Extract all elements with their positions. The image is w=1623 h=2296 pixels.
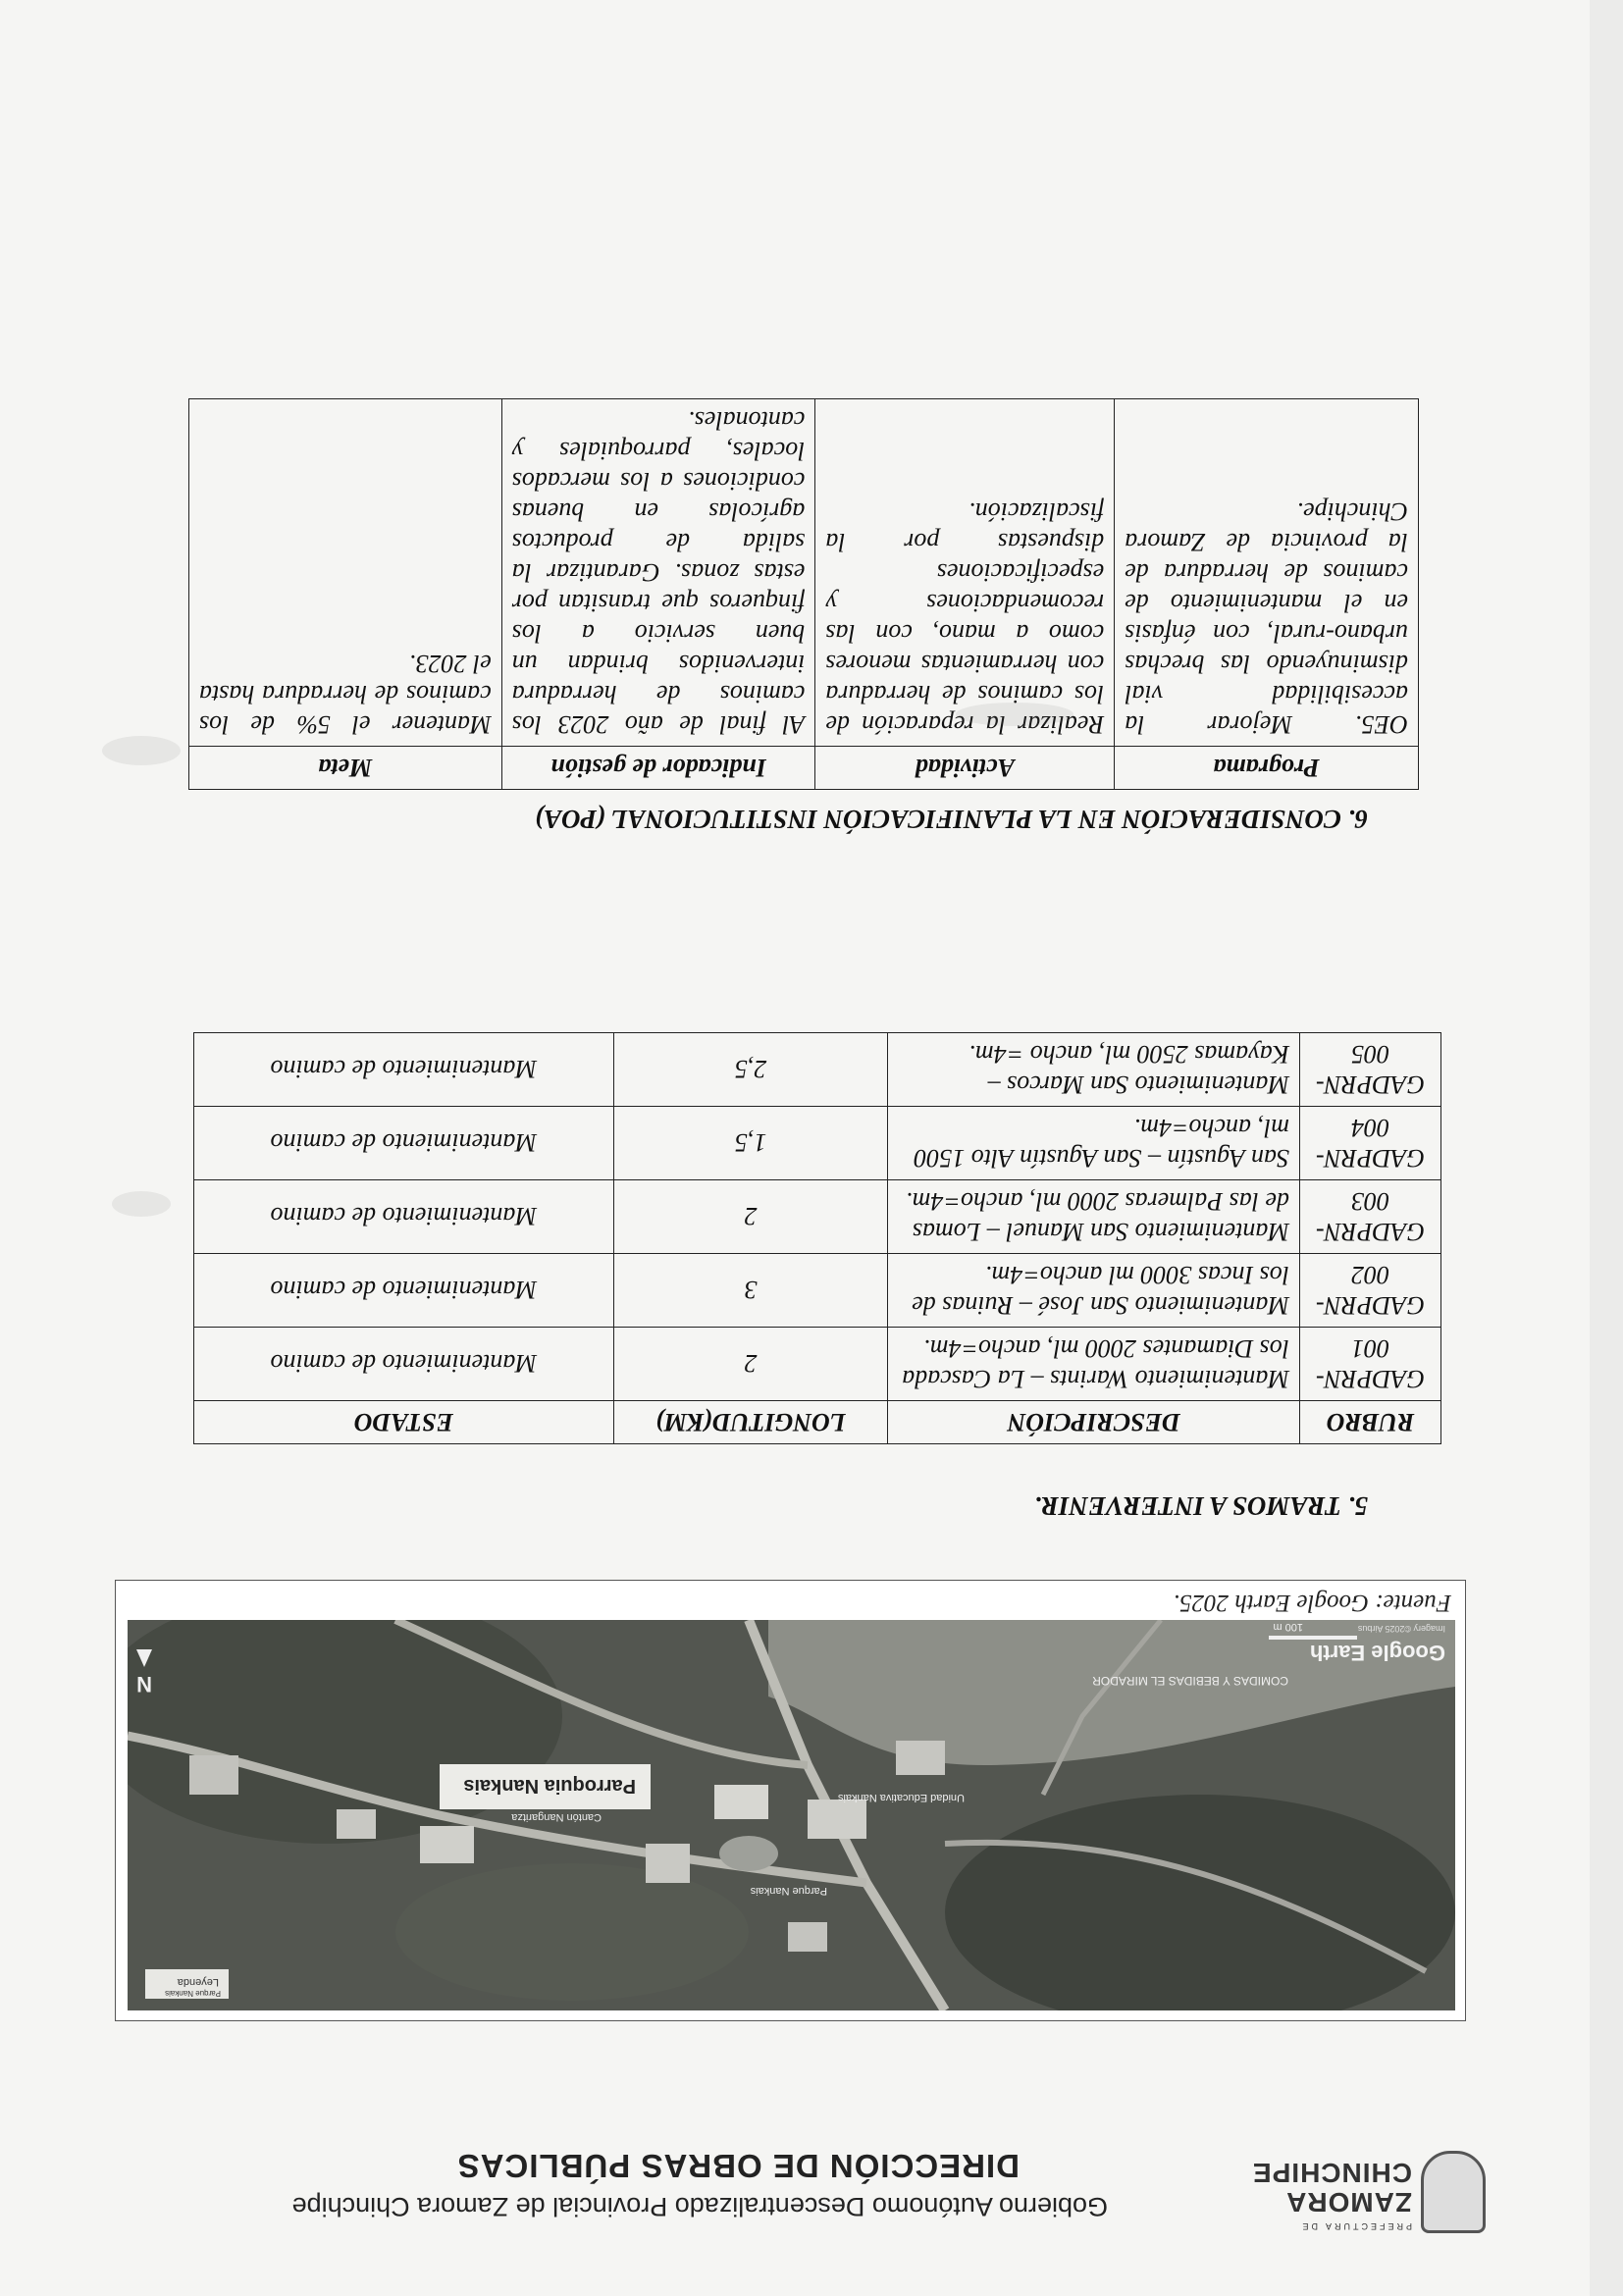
column-header: Meta bbox=[189, 747, 502, 790]
rubro-cell: GADPRN-004 bbox=[1300, 1107, 1441, 1180]
rubro-cell: GADPRN-003 bbox=[1300, 1180, 1441, 1254]
programa-cell: OE5. Mejorar la accesibilidad vial disminuyendo las brechas urbano-rural, con énfasis en el mantenimiento de caminos de herradura de la provincia de Zamora Chinchipe. bbox=[1115, 399, 1419, 747]
description-cell: Mantenimiento San Marcos – Kayamas 2500 ml, ancho =4m. bbox=[888, 1033, 1300, 1107]
section-6-heading: 6. CONSIDERACIÓN EN LA PLANIFICACIÓN INSTITUCIONAL (POA) bbox=[535, 805, 1368, 834]
rubro-cell: GADPRN-001 bbox=[1300, 1328, 1441, 1401]
brand-line-1: ZAMORA bbox=[1285, 2187, 1412, 2218]
column-header: DESCRIPCIÓN bbox=[888, 1401, 1300, 1444]
brand-prefix: PREFECTURA DE bbox=[1299, 2221, 1412, 2231]
table-header-row bbox=[194, 1401, 1441, 1444]
government-title: Gobierno Autónomo Descentralizado Provincial de Zamora Chinchipe bbox=[291, 2192, 1108, 2221]
length-cell: 3 bbox=[613, 1254, 888, 1328]
page-header bbox=[63, 2127, 1554, 2245]
column-header: RUBRO bbox=[1300, 1401, 1441, 1444]
table-row bbox=[189, 399, 1419, 747]
description-cell: Mantenimiento San José – Ruinas de los Incas 3000 ml ancho=4m. bbox=[888, 1254, 1300, 1328]
length-cell: 2 bbox=[613, 1328, 888, 1401]
description-cell: Mantenimiento Warints – La Cascada los Diamantes 2000 ml, ancho=4m. bbox=[888, 1328, 1300, 1401]
map-label-point: Parque Nankais bbox=[750, 1885, 827, 1897]
status-cell: Mantenimiento de camino bbox=[194, 1328, 614, 1401]
column-header: LONGITUD(KM) bbox=[613, 1401, 888, 1444]
status-cell: Mantenimiento de camino bbox=[194, 1033, 614, 1107]
column-header: Actividad bbox=[815, 747, 1115, 790]
scan-noise bbox=[112, 1191, 171, 1217]
status-cell: Mantenimiento de camino bbox=[194, 1107, 614, 1180]
scan-noise bbox=[102, 736, 181, 765]
table-header-row bbox=[189, 747, 1419, 790]
table-row bbox=[194, 1033, 1441, 1107]
rubro-cell: GADPRN-002 bbox=[1300, 1254, 1441, 1328]
map-label-canton: Cantón Nangaritza bbox=[511, 1811, 602, 1823]
rubro-cell: GADPRN-005 bbox=[1300, 1033, 1441, 1107]
column-header: Indicador de gestión bbox=[501, 747, 815, 790]
table-row bbox=[194, 1107, 1441, 1180]
department-title: DIRECCIÓN DE OBRAS PÚBLICAS bbox=[456, 2148, 1020, 2184]
section-5-heading: 5. TRAMOS A INTERVENIR. bbox=[1034, 1491, 1368, 1521]
description-cell: Mantenimiento San Manuel – Lomas de las Palmeras 2000 ml, ancho=4m. bbox=[888, 1180, 1300, 1254]
column-header: ESTADO bbox=[194, 1401, 614, 1444]
satellite-image bbox=[128, 1620, 1455, 2010]
google-earth-watermark: Google Earth bbox=[1309, 1641, 1445, 1665]
length-cell: 2,5 bbox=[613, 1033, 888, 1107]
length-cell: 2 bbox=[613, 1180, 888, 1254]
indicador-cell: Al final de año 2023 los caminos de herradura intervenidos brindan un buen servicio a los finqueros que transitan por estas zonas. Garantizar la salida de productos agrícolas en buenas condiciones a los mercados locales, parroquiales y cantonales. bbox=[501, 399, 815, 747]
length-cell: 1,5 bbox=[613, 1107, 888, 1180]
status-cell: Mantenimiento de camino bbox=[194, 1180, 614, 1254]
satellite-figure bbox=[115, 1580, 1466, 2021]
north-arrow-icon: N bbox=[136, 1672, 152, 1696]
map-label-parish: Parroquia Nankais bbox=[463, 1775, 636, 1797]
figure-source: Fuente: Google Earth 2025. bbox=[1173, 1590, 1451, 1616]
meta-cell: Mantener el 5% de los caminos de herradura hasta el 2023. bbox=[189, 399, 502, 747]
actividad-cell: Realizar la reparación de los caminos de herradura con herramientas menores como a mano, con las recomendaciones y especificaciones dispuestas por la fiscalización. bbox=[815, 399, 1115, 747]
table-row bbox=[194, 1180, 1441, 1254]
poa-table bbox=[188, 398, 1419, 790]
table-row bbox=[194, 1254, 1441, 1328]
map-label-school: Unidad Educativa Nankais bbox=[837, 1792, 965, 1803]
scan-noise bbox=[956, 703, 1073, 726]
imagery-credit: Imagery ©2025 Airbus bbox=[1357, 1624, 1445, 1634]
scale-label: 100 m bbox=[1273, 1621, 1303, 1633]
description-cell: San Agustín – San Agustín Alto 1500 ml, ancho=4m. bbox=[888, 1107, 1300, 1180]
crest-icon bbox=[1421, 2151, 1486, 2233]
legend-title: Leyenda bbox=[177, 1976, 219, 1988]
brand-line-2: CHINCHIPE bbox=[1251, 2158, 1412, 2188]
sections-table bbox=[193, 1032, 1441, 1444]
status-cell: Mantenimiento de camino bbox=[194, 1254, 614, 1328]
map-label-business: COMIDAS Y BEBIDAS EL MIRADOR bbox=[1092, 1674, 1288, 1688]
column-header: Programa bbox=[1115, 747, 1419, 790]
table-row bbox=[194, 1328, 1441, 1401]
legend-item: Parque Nankais bbox=[165, 1989, 221, 1998]
